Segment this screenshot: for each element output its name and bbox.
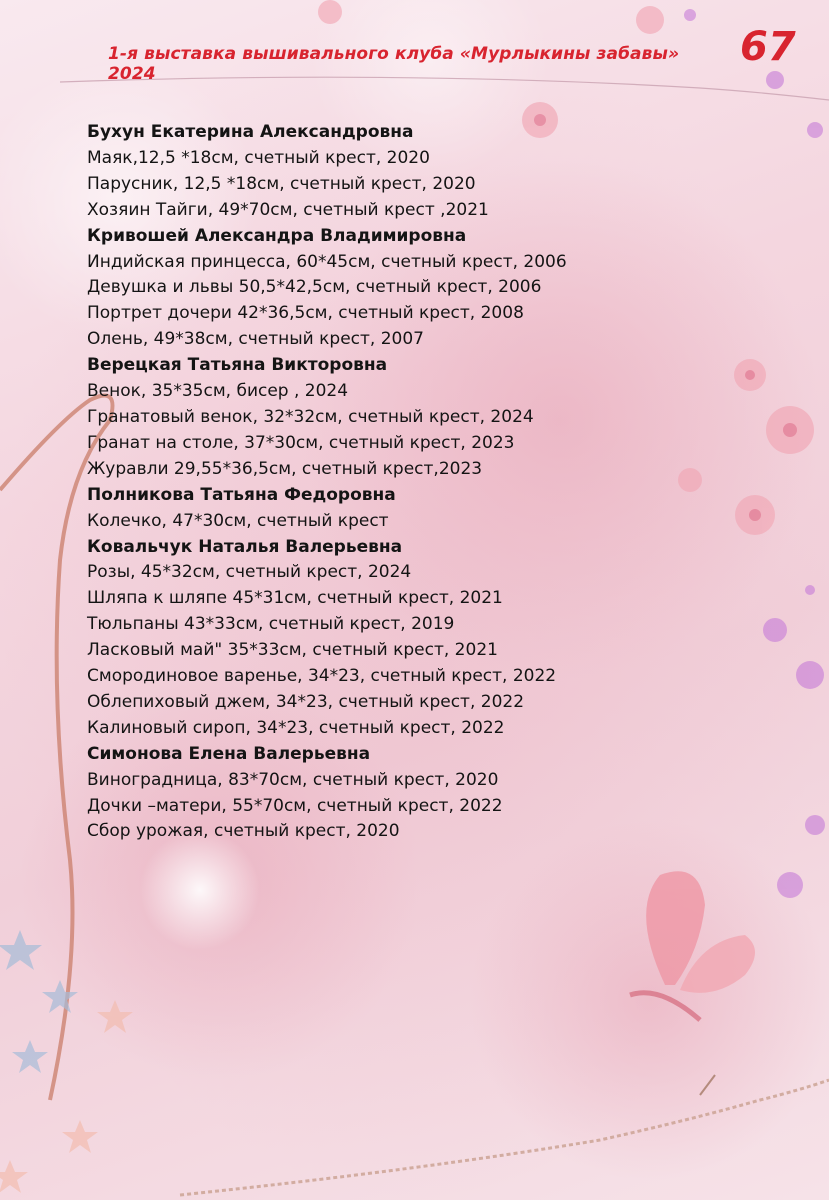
page-number: 67 xyxy=(740,24,796,70)
entry-work: Тюльпаны 43*33см, счетный крест, 2019 xyxy=(87,614,455,635)
entry-work: Виноградница, 83*70см, счетный крест, 2020 xyxy=(87,769,499,790)
entry-work: Парусник, 12,5 *18см, счетный крест, 2020 xyxy=(87,173,476,194)
entry-work: Облепиховый джем, 34*23, счетный крест, 2022 xyxy=(87,691,525,712)
entry-work: Портрет дочери 42*36,5см, счетный крест, 2008 xyxy=(87,303,524,324)
entry-author-6: Симонова Елена Валерьевна xyxy=(87,743,371,764)
entry-author-2: Кривошей Александра Владимировна xyxy=(87,225,467,246)
entry-work: Сбор урожая, счетный крест, 2020 xyxy=(87,821,400,842)
exhibition-list xyxy=(87,120,647,845)
entry-work: Маяк,12,5 *18см, счетный крест, 2020 xyxy=(87,147,430,168)
entry-work: Смородиновое варенье, 34*23, счетный крест, 2022 xyxy=(87,666,557,687)
entry-work: Дочки –матери, 55*70см, счетный крест, 2022 xyxy=(87,795,503,816)
entry-work: Журавли 29,55*36,5см, счетный крест,2023 xyxy=(87,458,483,479)
entry-work: Венок, 35*35см, бисер , 2024 xyxy=(87,381,349,402)
page-header-title: 1-я выставка вышивального клуба «Мурлыкины забавы» 2024 xyxy=(108,44,680,84)
entry-work: Розы, 45*32см, счетный крест, 2024 xyxy=(87,562,412,583)
entry-work: Шляпа к шляпе 45*31см, счетный крест, 2021 xyxy=(87,588,503,609)
entry-author-4: Полникова Татьяна Федоровна xyxy=(87,484,396,505)
entry-work: Девушка и львы 50,5*42,5см, счетный крест, 2006 xyxy=(87,277,542,298)
entry-work: Ласковый май" 35*33см, счетный крест, 2021 xyxy=(87,640,498,661)
entry-work: Гранатовый венок, 32*32см, счетный крест, 2024 xyxy=(87,406,534,427)
entry-author-1: Бухун Екатерина Александровна xyxy=(87,122,414,142)
entry-work: Индийская принцесса, 60*45см, счетный крест, 2006 xyxy=(87,251,567,272)
entry-work: Колечко, 47*30см, счетный крест xyxy=(87,510,389,531)
entry-work: Гранат на столе, 37*30см, счетный крест, 2023 xyxy=(87,432,515,453)
entry-work: Олень, 49*38см, счетный крест, 2007 xyxy=(87,329,424,350)
entry-author-5: Ковальчук Наталья Валерьевна xyxy=(87,536,403,557)
entry-work: Калиновый сироп, 34*23, счетный крест, 2022 xyxy=(87,717,505,738)
entry-author-3: Верецкая Татьяна Викторовна xyxy=(87,355,388,376)
entry-work: Хозяин Тайги, 49*70см, счетный крест ,2021 xyxy=(87,199,489,220)
